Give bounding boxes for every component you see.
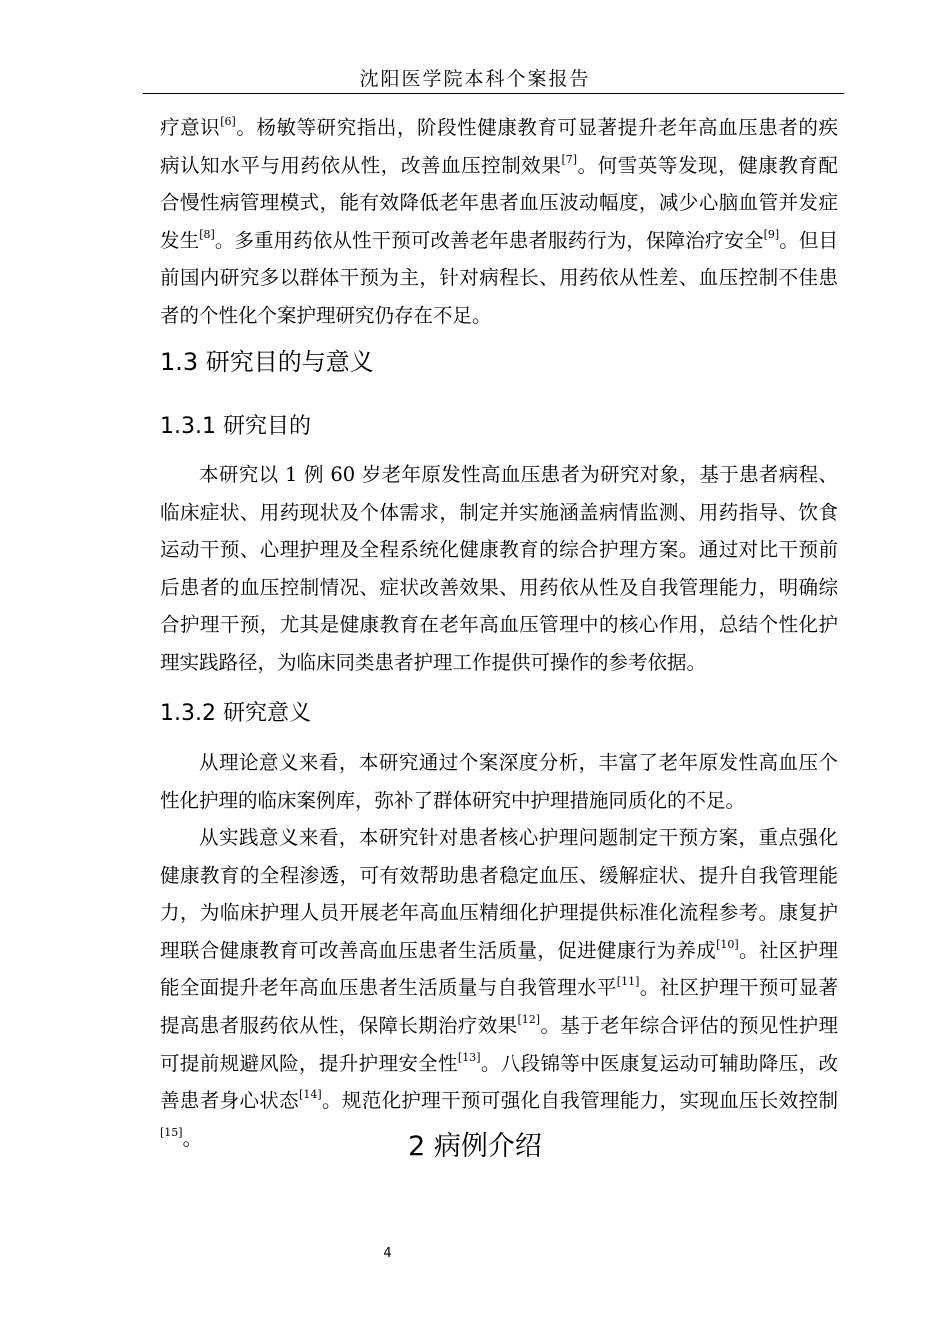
paragraph-text: 。基于老年综合评估的预见性护理可提前规避风险，提升护理安全性: [160, 1013, 838, 1075]
paragraph-text: 。社区护理干预可显著提高患者服药依从性，保障长期治疗效果: [160, 976, 838, 1037]
page-header: 沈阳医学院本科个案报告: [359, 68, 591, 90]
paragraph-text: 。: [182, 1126, 203, 1150]
citation-13: [13]: [457, 1050, 481, 1064]
chapter-heading-2: 2 病例介绍: [408, 1131, 542, 1162]
paragraph-text: 。社区护理能全面提升老年高血压患者生活质量与自我管理水平: [160, 938, 838, 1000]
paragraph-text: 。但目前国内研究多以群体干预为主，针对病程长、用药依从性差、血压控制不佳患者的个性化个案护理研究仍存在不足。: [160, 228, 838, 327]
paragraph-text: 。八段锦等中医康复运动可辅助降压，改善患者身心状态: [160, 1051, 838, 1113]
paragraph-background-continued: [160, 109, 838, 335]
citation-12: [12]: [517, 1012, 541, 1026]
paragraph-text: 从实践意义来看，本研究针对患者核心护理问题制定干预方案，重点强化健康教育的全程渗透，可有效帮助患者稳定血压、缓解症状、提升自我管理能力，为临床护理人员开展老年高血压精细化护理提供标准化流程参考。康复护理联合健康教育可改善高血压患者生活质量，促进健康行为养成: [160, 826, 838, 962]
section-heading-1-3-1: 1.3.1 研究目的: [160, 414, 311, 439]
citation-9: [9]: [763, 227, 780, 241]
header-rule: [143, 93, 844, 94]
citation-11: [11]: [616, 975, 640, 989]
paragraph-text: 。杨敏等研究指出，阶段性健康教育可显著提升老年高血压患者的疾病认知水平与用药依从性，改善血压控制效果: [160, 116, 838, 177]
paragraph-research-purpose: 本研究以 1 例 60 岁老年原发性高血压患者为研究对象，基于患者病程、临床症状、用药现状及个体需求，制定并实施涵盖病情监测、用药指导、饮食运动干预、心理护理及全程系统化健康教育的综合护理方案。通过对比干预前后患者的血压控制情况、症状改善效果、用药依从性及自我管理能力，明确综合护理干预，尤其是健康教育在老年高血压管理中的核心作用，总结个性化护理实践路径，为临床同类患者护理工作提供可操作的参考依据。: [160, 463, 838, 674]
citation-6: [6]: [220, 115, 236, 128]
section-heading-1-3: 1.3 研究目的与意义: [160, 348, 374, 376]
paragraph-text: 。何雪英等发现，健康教育配合慢性病管理模式，能有效降低老年患者血压波动幅度，减少心脑血管并发症发生: [160, 153, 838, 252]
section-heading-1-3-2: 1.3.2 研究意义: [160, 701, 311, 726]
citation-10: [10]: [716, 937, 739, 951]
citation-14: [14]: [299, 1088, 322, 1102]
page-number: 4: [383, 1246, 392, 1261]
citation-7: [7]: [561, 152, 578, 166]
paragraph-practical-significance: [160, 819, 838, 1157]
paragraph-text: 。多重用药依从性干预可改善老年患者服药行为，保障治疗安全: [214, 228, 764, 252]
citation-8: [8]: [199, 227, 215, 241]
paragraph-text: 疗意识: [160, 116, 221, 139]
paragraph-text: 。规范化护理干预可强化自我管理能力，实现血压长效控制: [321, 1089, 838, 1113]
citation-15: [15]: [160, 1125, 183, 1139]
paragraph-theoretical-significance: 从理论意义来看，本研究通过个案深度分析，丰富了老年原发性高血压个性化护理的临床案例库，弥补了群体研究中护理措施同质化的不足。: [160, 751, 838, 812]
